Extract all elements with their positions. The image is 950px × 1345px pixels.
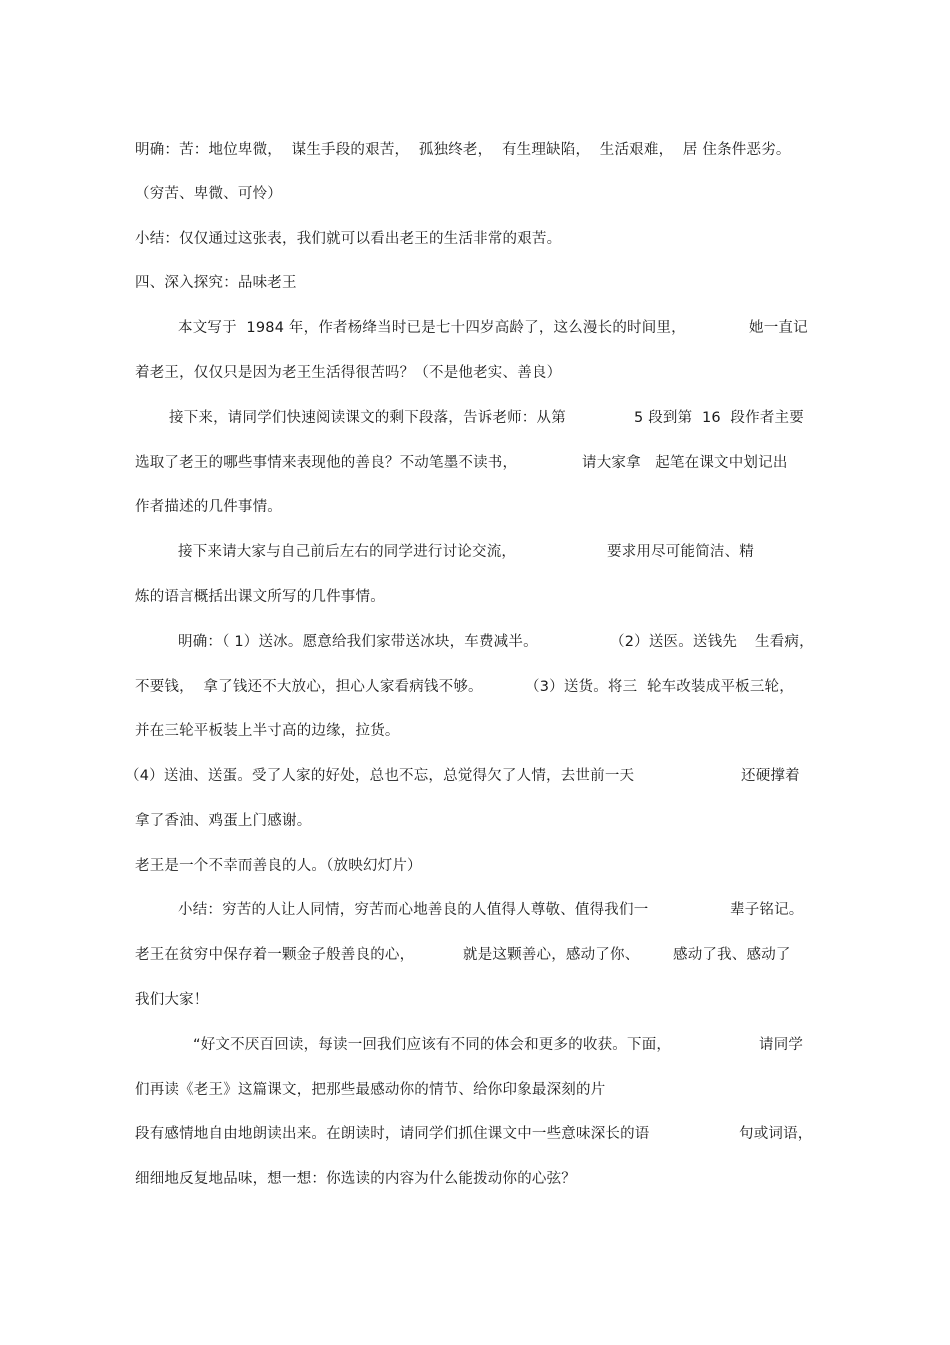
text-span: 还硬撑着 [741,768,800,784]
text-span: 老王在贫穷中保存着一颗金子般善良的心， [135,947,415,963]
text-span: 段有感情地自由地朗读出来。在朗读时，请同学们抓住课文中一些意味深长的语 [135,1126,650,1142]
text-span: 小结：穷苦的人让人同情，穷苦而心地善良的人值得人尊敬、值得我们一 [178,902,649,918]
text-span: 就是这颗善心，感动了你、 [463,947,640,963]
text-span: 句或词语， [739,1126,813,1142]
text-line: 着老王，仅仅只是因为老王生活得很苦吗？（不是他老实、善良） [135,365,562,381]
text-line: 老王是一个不幸而善良的人。（放映幻灯片） [135,858,422,874]
section-heading: 四、深入探究：品味老王 [135,275,297,291]
text-line: 作者描述的几件事情。 [135,499,282,515]
text-span: 明确：（ 1）送冰。愿意给我们家带送冰块，车费减半。 [178,634,538,650]
text-span: 接下来，请同学们快速阅读课文的剩下段落，告诉老师：从第 [169,410,566,426]
text-span: 本文写于 1984 年，作者杨绛当时已是七十四岁高龄了，这么漫长的时间里， [178,320,686,336]
text-span: 请同学 [759,1037,804,1053]
text-span: 不要钱， 拿了钱还不大放心，担心人家看病钱不够。 [135,679,483,695]
text-span: 感动了我、感动了 [673,947,791,963]
text-span: 请大家拿 起笔在课文中划记出 [582,455,788,471]
text-line: 小结：仅仅通过这张表，我们就可以看出老王的生活非常的艰苦。 [135,231,562,247]
text-line: 我们大家！ [135,992,209,1008]
text-span: 5 段到第 16 段作者主要 [634,410,804,426]
text-line: （穷苦、卑微、可怜） [135,186,282,202]
text-span: 她一直记 [749,320,808,336]
text-line: 炼的语言概括出课文所写的几件事情。 [135,589,385,605]
text-span: “好文不厌百回读，每读一回我们应该有不同的体会和更多的收获。下面， [193,1037,672,1053]
text-span: 生看病， [755,634,814,650]
text-line: 细细地反复地品味，想一想：你选读的内容为什么能拨动你的心弦？ [135,1171,576,1187]
text-span: 接下来请大家与自己前后左右的同学进行讨论交流， [178,544,517,560]
text-span: （4）送油、送蛋。受了人家的好处，总也不忘，总觉得欠了人情，去世前一天 [125,768,635,784]
text-line: 并在三轮平板装上半寸高的边缘，拉货。 [135,723,400,739]
text-line: 拿了香油、鸡蛋上门感谢。 [135,813,312,829]
text-line: 明确：苦：地位卑微， 谋生手段的艰苦， 孤独终老， 有生理缺陷， 生活艰难， 居 住条件恶劣。 [135,142,791,158]
text-span: 选取了老王的哪些事情来表现他的善良？不动笔墨不读书， [135,455,518,471]
text-span: （3）送货。将三 轮车改装成平板三轮， [525,679,794,695]
text-span: 要求用尽可能简洁、精 [607,544,754,560]
text-span: （2）送医。送钱先 [610,634,738,650]
text-span: 辈子铭记。 [730,902,804,918]
text-line: 们再读《老王》这篇课文，把那些最感动你的情节、给你印象最深刻的片 [135,1082,606,1098]
